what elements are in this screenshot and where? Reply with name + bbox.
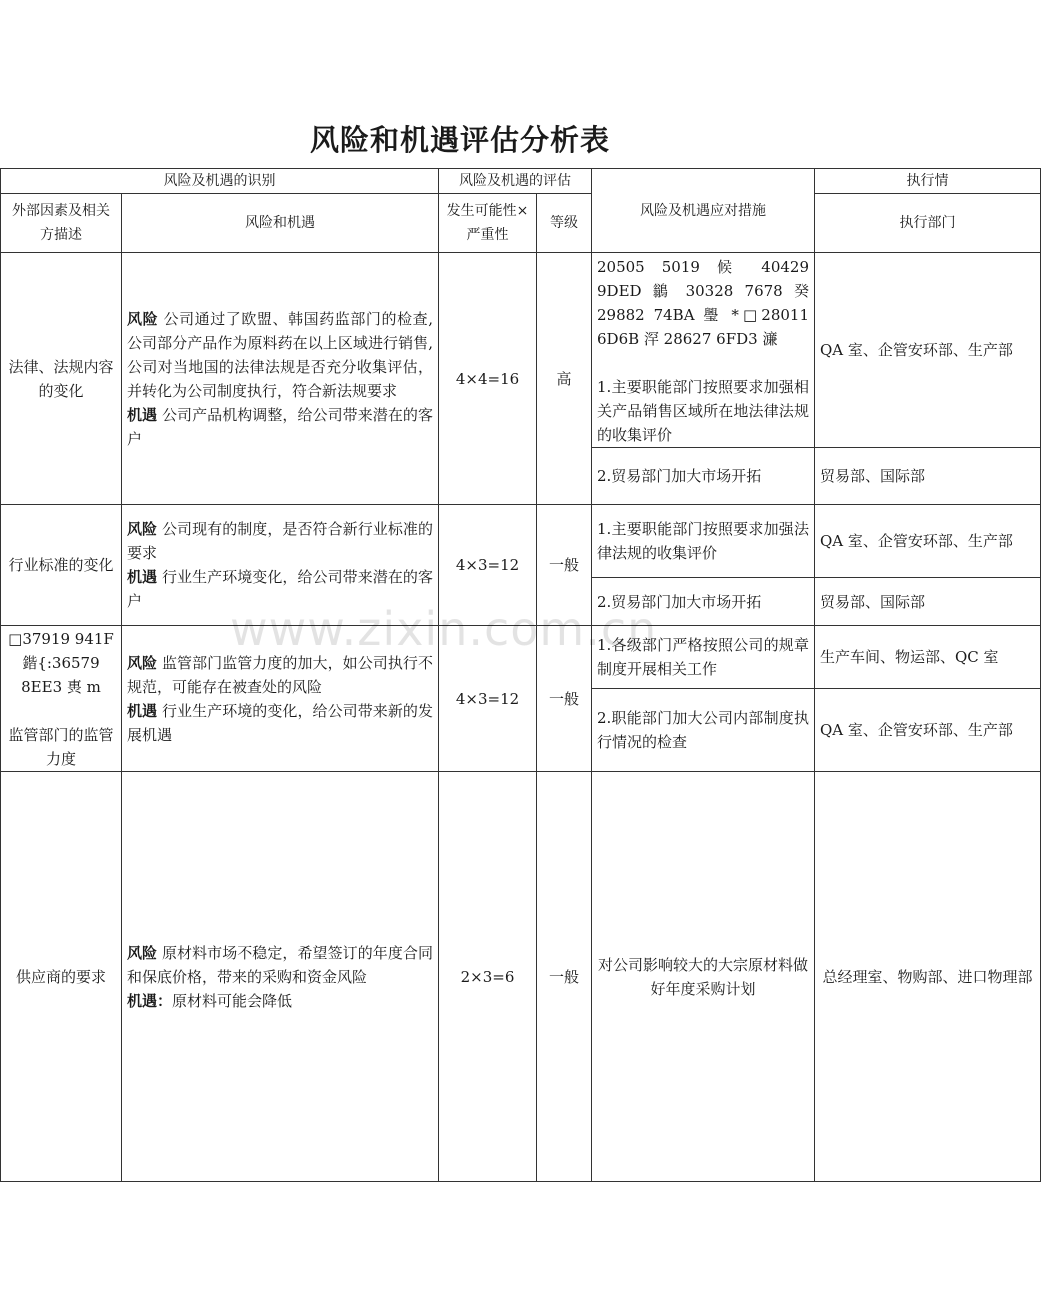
risk-label: 风险 (127, 520, 158, 538)
risk-label: 风险 (127, 653, 158, 672)
measure-cell: 对公司影响较大的大宗原材料做好年度采购计划 (592, 772, 815, 1182)
level-cell: 一般 (537, 505, 592, 626)
measure-cell: 2.贸易部门加大市场开拓 (592, 448, 815, 505)
score-cell: 4×4=16 (439, 253, 537, 505)
header-exec-dept: 执行部门 (815, 194, 1041, 253)
dept-cell: 贸易部、国际部 (815, 578, 1041, 626)
measure-text: 1.主要职能部门按照要求加强相关产品销售区域所在地法律法规的收集评价 (597, 378, 809, 444)
opportunity-label: 机遇 (127, 568, 158, 586)
table-row (1, 253, 1041, 448)
factor-text: 监管部门的监管力度 (8, 725, 114, 768)
dept-cell: QA 室、企管安环部、生产部 (815, 253, 1041, 448)
watermark: www.zixin.com.cn (230, 602, 658, 656)
header-level: 等级 (537, 194, 592, 253)
measure-cell: 2.职能部门加大公司内部制度执行情况的检查 (592, 689, 815, 772)
header-measures: 风险及机遇应对措施 (592, 169, 815, 253)
page-title: 风险和机遇评估分析表 (309, 123, 610, 157)
opportunity-label: 机遇 (127, 405, 158, 424)
table-row (1, 505, 1041, 578)
measure-noise-text: 20505 5019 候 40429 9DED 鶲 30328 7678 癸 29882 74BA 璺 *□28011 6D6B 浫 28627 6FD3 濓 (597, 258, 809, 348)
factor-cell: 行业标准的变化 (1, 505, 122, 626)
risk-opportunity-cell: 风险 原材料市场不稳定，希望签订的年度合同和保底价格，带来的采购和资金风险 机遇：原材料可能会降低 (122, 772, 439, 1182)
dept-cell: QA 室、企管安环部、生产部 (815, 505, 1041, 578)
risk-text: 监管部门监管力度的加大，如公司执行不规范，可能存在被查处的风险 (127, 653, 433, 696)
header-row-2 (1, 194, 1041, 219)
measure-cell (592, 253, 815, 448)
factor-cell: 法律、法规内容的变化 (1, 253, 122, 505)
score-cell: 2×3=6 (439, 772, 537, 1182)
risk-text: 公司现有的制度，是否符合新行业标准的要求 (127, 520, 433, 562)
level-cell: 高 (537, 253, 592, 505)
header-evaluation: 风险及机遇的评估 (439, 169, 592, 194)
measure-cell: 1.主要职能部门按照要求加强法律法规的收集评价 (592, 505, 815, 578)
opportunity-text: 行业生产环境的变化，给公司带来新的发展机遇 (127, 701, 433, 744)
level-cell: 一般 (537, 626, 592, 772)
dept-cell: 贸易部、国际部 (815, 448, 1041, 505)
dept-cell: 生产车间、物运部、QC 室 (815, 626, 1041, 689)
opportunity-label: 机遇 (127, 701, 158, 720)
dept-cell: QA 室、企管安环部、生产部 (815, 689, 1041, 772)
opportunity-text: 原材料可能会降低 (172, 991, 293, 1010)
risk-text: 原材料市场不稳定，希望签订的年度合同和保底价格，带来的采购和资金风险 (127, 943, 433, 986)
factor-noise-text: □37919 941F 鍇{:36579 8EE3 軣 m (8, 629, 114, 696)
risk-opportunity-cell (122, 253, 439, 505)
risk-assessment-table (0, 168, 1041, 1182)
measure-cell: 2.贸易部门加大市场开拓 (592, 578, 815, 626)
level-cell: 一般 (537, 772, 592, 1182)
header-execution: 执行情 (815, 169, 1041, 194)
factor-cell: 供应商的要求 (1, 772, 122, 1182)
header-external-factors: 外部因素及相关方描述 (1, 194, 122, 253)
risk-label: 风险 (127, 309, 159, 328)
risk-text: 公司通过了欧盟、韩国药监部门的检查,公司部分产品作为原料药在以上区域进行销售,公司对当地国的法律法规是否充分收集评估，并转化为公司制度执行，符合新法规要求 (127, 309, 433, 400)
opportunity-text: 公司产品机构调整，给公司带来潜在的客户 (127, 405, 433, 448)
factor-cell (1, 626, 122, 772)
table-row (1, 772, 1041, 1182)
opportunity-text: 行业生产环境变化，给公司带来潜在的客户 (127, 568, 433, 610)
risk-label: 风险 (127, 943, 158, 962)
measure-cell: 1.各级部门严格按照公司的规章制度开展相关工作 (592, 626, 815, 689)
header-identification: 风险及机遇的识别 (1, 169, 439, 194)
score-cell: 4×3=12 (439, 505, 537, 626)
opportunity-label: 机遇 (127, 991, 158, 1010)
header-risk-opportunity: 风险和机遇 (122, 194, 439, 253)
header-row-1 (1, 169, 1041, 194)
dept-cell: 总经理室、物购部、进口物理部 (815, 772, 1041, 1182)
score-cell: 4×3=12 (439, 626, 537, 772)
header-probability-severity: 发生可能性×严重性 (439, 194, 537, 253)
